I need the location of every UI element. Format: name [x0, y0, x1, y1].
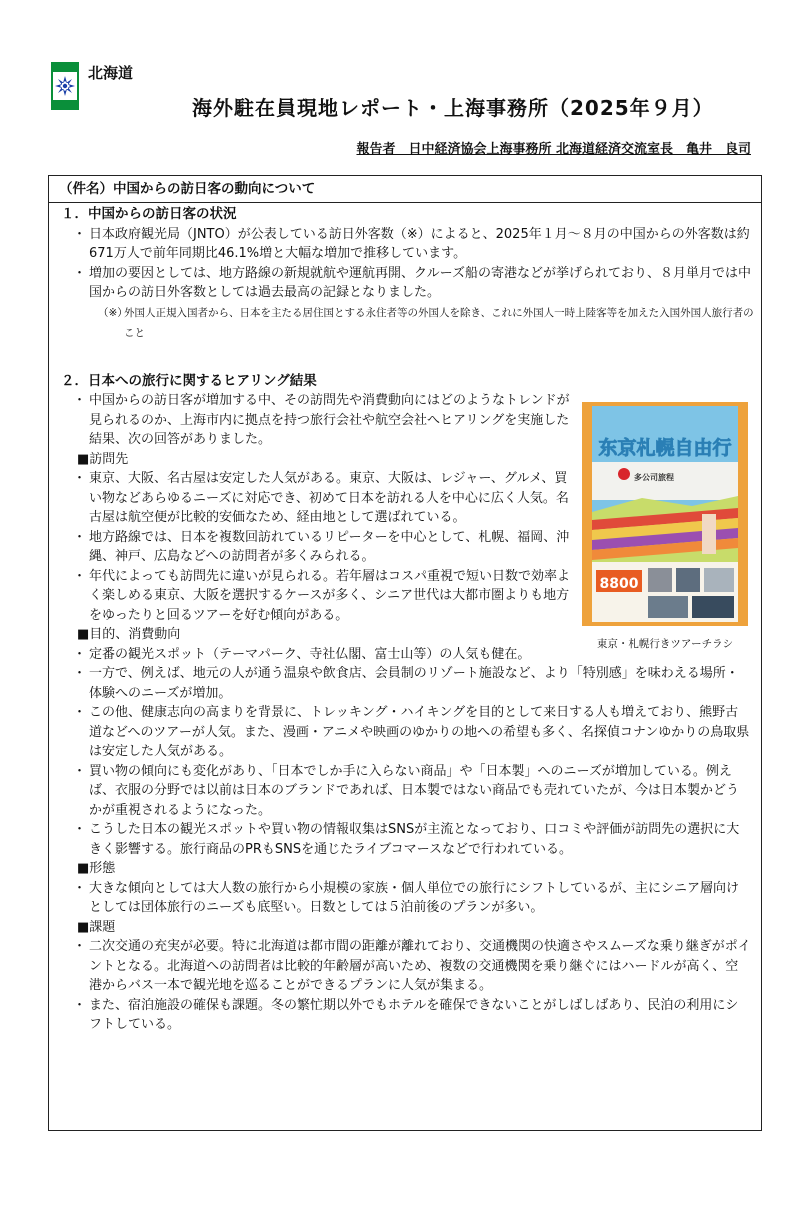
footnote-text: 外国人正規入国者から、日本を主たる居住国とする永住者等の外国人を除き、これに外国人一時上陸客等を加えた入国外国人旅行者のこと [124, 306, 754, 339]
footnote [49, 303, 755, 343]
tour-flyer-photo [582, 402, 748, 626]
status-bullet: ・ 増加の要因としては、地方路線の新規就航や運航再開、クルーズ船の寄港などが挙げられており、８月単月では中国からの訪日外客数としては過去最高の記録となりました。 [49, 264, 751, 303]
section-heading-hearing: ２．日本への旅行に関するヒアリング結果 [61, 372, 317, 389]
case-title: （件名）中国からの訪日客の動向について [49, 176, 761, 203]
page-title: 海外駐在員現地レポート・上海事務所（2025年９月） [192, 96, 714, 120]
subheading-issues: ■課題 [77, 919, 116, 935]
purpose-bullet: ・ 定番の観光スポット（テーマパーク、寺社仏閣、富士山等）の人気も健在。 [49, 645, 751, 665]
hokkaido-logo [51, 62, 79, 110]
purpose-bullet: ・ 買い物の傾向にも変化があり、「日本でしか手に入らない商品」や「日本製」へのニーズが増加している。例えば、衣服の分野では以前は日本のブランドであれば、日本製ではない商品でも売れていたが、今は日本製かどうかが重視されるようになった。 [49, 762, 751, 821]
status-bullet: ・ 日本政府観光局（JNTO）が公表している訪日外客数（※）によると、2025年１月～８月の中国からの外客数は約671万人で前年同期比46.1%増と大幅な増加で推移しています。 [49, 225, 751, 264]
form-bullet: ・ 大きな傾向としては大人数の旅行から小規模の家族・個人単位での旅行にシフトしているが、主にシニア層向けとしては団体旅行のニーズも底堅い。日数としては５泊前後のプランが多い。 [49, 879, 751, 918]
flyer-badge: 多公司旅程 [634, 473, 674, 482]
visit-bullet: ・ 地方路線では、日本を複数回訪れているリピーターを中心として、札幌、福岡、沖縄、神戸、広島などへの訪問者が多くみられる。 [49, 528, 576, 567]
star-emblem-icon [54, 75, 76, 97]
issues-bullet: ・ 二次交通の充実が必要。特に北海道は都市間の距離が離れており、交通機関の快適さやスムーズな乗り継ぎがポイントとなる。北海道への訪問者は比較的年齢層が高いため、複数の交通機関を乗り継ぐにはハードルが高く、空港からバス一本で観光地を巡ることができるプランに人気が集まる。 [49, 937, 751, 996]
purpose-bullet: ・ この他、健康志向の高まりを背景に、トレッキング・ハイキングを目的として来日する人も増えており、熊野古道などへのツアーが人気。また、漫画・アニメや映画のゆかりの地への希望も多く、名探偵コナンゆかりの鳥取県は安定した人気がある。 [49, 703, 751, 762]
hearing-intro: ・ 中国からの訪日客が増加する中、その訪問先や消費動向にはどのようなトレンドが見られるのか、上海市内に拠点を持つ旅行会社や航空会社へヒアリングを実施した結果、次の回答がありました。 [49, 391, 576, 450]
purpose-bullet: ・ 一方で、例えば、地元の人が通う温泉や飲食店、会員制のリゾート施設など、より「特別感」を味わえる場所・体験へのニーズが増加。 [49, 664, 751, 703]
footnote-mark: （※） [98, 306, 128, 319]
issues-bullet: ・ また、宿泊施設の確保も課題。冬の繁忙期以外でもホテルを確保できないことがしばしばあり、民泊の利用にシフトしている。 [49, 996, 751, 1035]
visit-bullet: ・ 東京、大阪、名古屋は安定した人気がある。東京、大阪は、レジャー、グルメ、買い物などあらゆるニーズに対応でき、初めて日本を訪れる人を中心に広く人気。名古屋は航空便が比較的安価なため、経由地として選ばれている。 [49, 469, 576, 528]
photo-caption: 東京・札幌行きツアーチラシ [596, 638, 734, 650]
flyer-price: 8800 [599, 576, 639, 592]
purpose-bullet: ・ こうした日本の観光スポットや買い物の情報収集はSNSが主流となっており、口コミや評価が訪問先の選択に大きく影響する。旅行商品のPRもSNSを通じたライブコマースなどで行われている。 [49, 820, 751, 859]
report-box [48, 175, 762, 1131]
reporter-line: 報告者 日中経済協会上海事務所 北海道経済交流室長 亀井 良司 [356, 142, 751, 157]
tour-flyer-image [582, 402, 748, 626]
visit-bullet: ・ 年代によっても訪問先に違いが見られる。若年層はコスパ重視で短い日数で効率よく楽しめる東京、大阪を選択するケースが多く、シニア世代は大都市圏よりも地方をゆったりと回るツアーを好む傾向がある。 [49, 567, 576, 626]
flyer-title: 东京札幌自由行 [598, 437, 732, 459]
subheading-visit: ■訪問先 [77, 451, 129, 467]
section-heading-status: １．中国からの訪日客の状況 [61, 206, 237, 222]
org-name: 北海道 [88, 64, 134, 82]
subheading-purpose: ■目的、消費動向 [77, 627, 181, 642]
subheading-form: ■形態 [77, 861, 116, 876]
